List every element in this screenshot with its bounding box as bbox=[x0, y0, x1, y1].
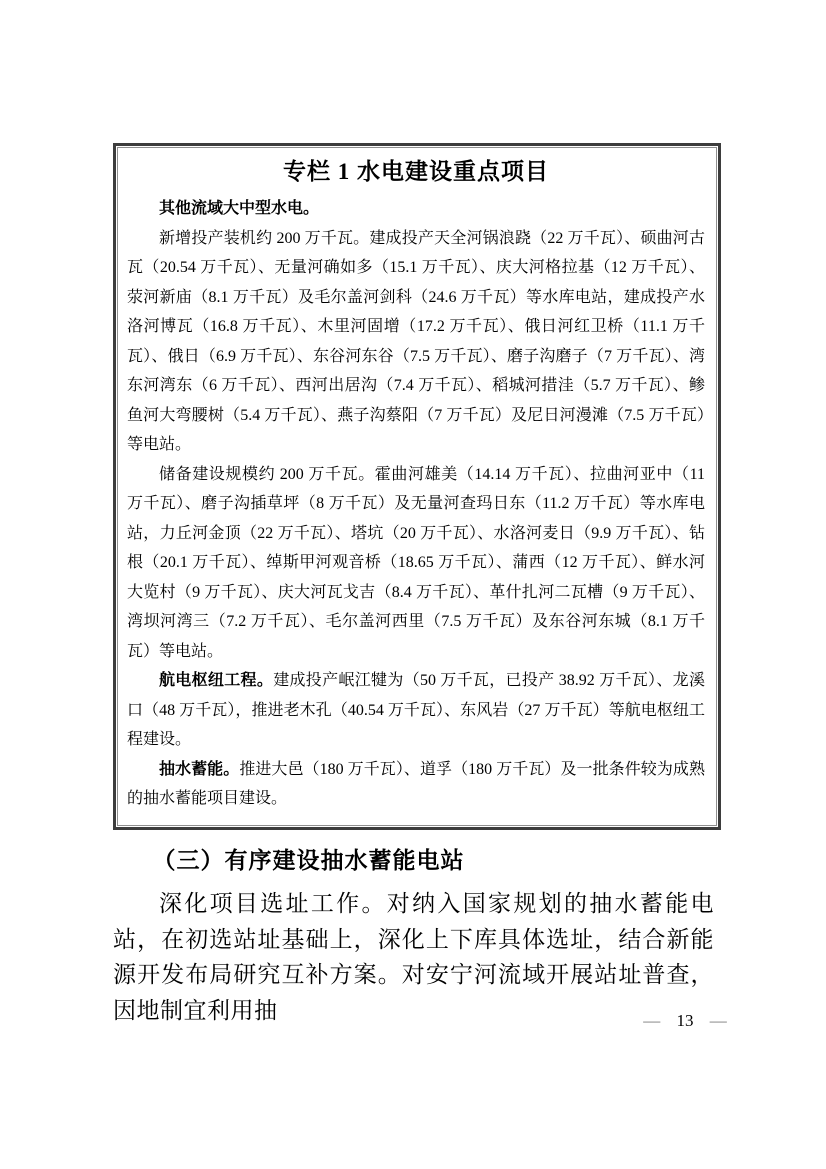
highlight-box bbox=[113, 143, 721, 830]
page-number-value: 13 bbox=[676, 1011, 694, 1030]
bold-lead: 航电枢纽工程。 bbox=[159, 672, 274, 689]
box-paragraph bbox=[127, 666, 705, 755]
box-paragraph bbox=[127, 224, 705, 460]
paragraph-text: 推进大邑（180 万千瓦）、道孚（180 万千瓦）及一批条件较为成熟的抽水蓄能项目建设。 bbox=[127, 760, 705, 807]
paragraph-text: 储备建设规模约 200 万千瓦。霍曲河雄美（14.14 万千瓦）、拉曲河亚中（11 万千瓦）、磨子沟插草坪（8 万千瓦）及无量河查玛日东（11.2 万千瓦）等水库电站，力丘河金顶（22 万千瓦）、塔坑（20 万千瓦）、水洛河麦日（9.9 万千瓦）、钻根（20.1 万千瓦）、绰斯甲河观音桥（18.65 万千瓦）、蒲西（12 万千瓦）、鲜水河大览村（9 万千瓦）、庆大河瓦戈吉（8.4 万千瓦）、革什扎河二瓦槽（9 万千瓦）、湾坝河湾三（7.2 万千瓦）、毛尔盖河西里（7.5 万千瓦）及东谷河东城（8.1 万千瓦）等电站。 bbox=[127, 465, 705, 660]
page-number-dash: — bbox=[643, 1011, 661, 1030]
section-paragraph: 深化项目选址工作。对纳入国家规划的抽水蓄能电站，在初选站址基础上，深化上下库具体选址，结合新能源开发布局研究互补方案。对安宁河流域开展站址普查，因地制宜利用抽 bbox=[113, 891, 714, 1023]
page-number bbox=[625, 1010, 745, 1032]
paragraph-text: 建成投产岷江犍为（50 万千瓦，已投产 38.92 万千瓦）、龙溪口（48 万千瓦），推进老木孔（40.54 万千瓦）、东风岩（27 万千瓦）等航电枢纽工程建设。 bbox=[127, 672, 705, 748]
box-paragraph bbox=[127, 194, 705, 224]
box-paragraph bbox=[127, 460, 705, 667]
section-heading: （三）有序建设抽水蓄能电站 bbox=[152, 848, 465, 873]
page-number-dash: — bbox=[709, 1011, 727, 1030]
bold-lead: 其他流域大中型水电。 bbox=[159, 200, 320, 217]
box-paragraph bbox=[127, 755, 705, 814]
bold-lead: 抽水蓄能。 bbox=[159, 760, 240, 778]
box-title: 专栏 1 水电建设重点项目 bbox=[283, 159, 549, 184]
paragraph-text: 新增投产装机约 200 万千瓦。建成投产天全河锅浪跷（22 万千瓦）、硕曲河古瓦（20.54 万千瓦）、无量河确如多（15.1 万千瓦）、庆大河格拉基（12 万千瓦）、荥河新庙（8.1 万千瓦）及毛尔盖河剑科（24.6 万千瓦）等水库电站，建成投产水洛河博瓦（16.8 万千瓦）、木里河固增（17.2 万千瓦）、俄日河红卫桥（11.1 万千瓦）、俄日（6.9 万千瓦）、东谷河东谷（7.5 万千瓦）、磨子沟磨子（7 万千瓦）、湾东河湾东（6 万千瓦）、西河出居沟（7.4 万千瓦）、稻城河措洼（5.7 万千瓦）、鲹鱼河大弯腰树（5.4 万千瓦）、燕子沟蔡阳（7 万千瓦）及尼日河漫滩（7.5 万千瓦）等电站。 bbox=[127, 229, 705, 453]
